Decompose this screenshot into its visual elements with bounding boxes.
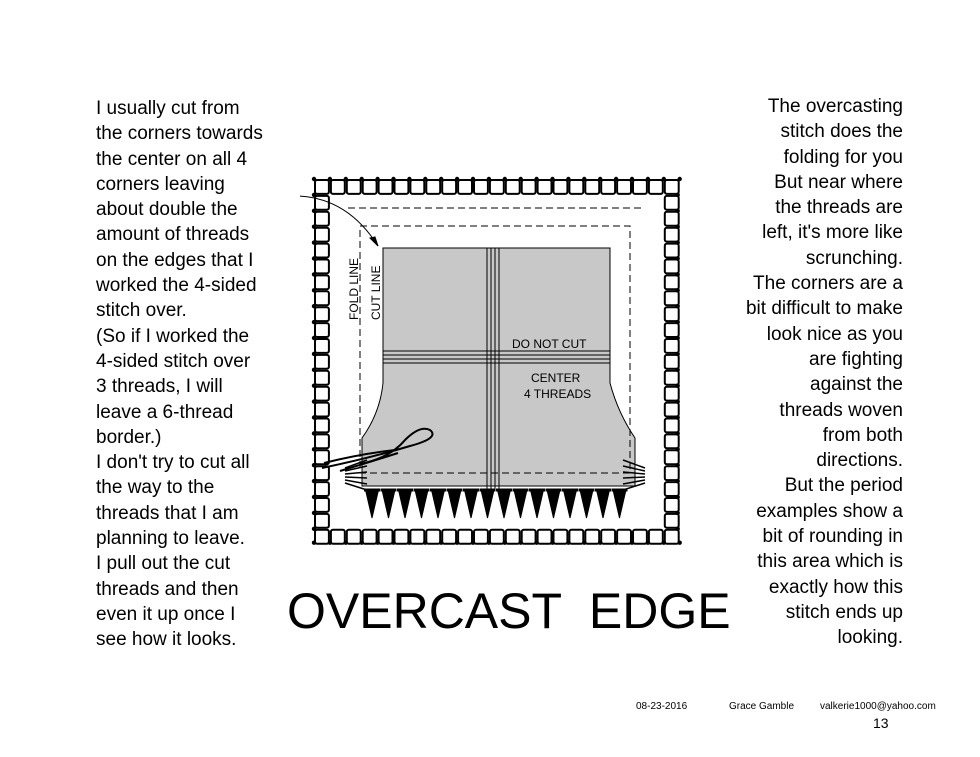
right-text-line: looking. bbox=[837, 627, 903, 649]
border-knot bbox=[519, 177, 523, 181]
border-knot bbox=[312, 209, 316, 213]
border-knot bbox=[646, 177, 650, 181]
right-text-line: scrunching. bbox=[805, 247, 903, 269]
border-cell bbox=[442, 530, 456, 544]
border-cell bbox=[538, 180, 552, 194]
border-cell bbox=[315, 434, 329, 448]
border-cell bbox=[315, 228, 329, 242]
border-knot bbox=[646, 541, 650, 545]
right-text-line: folding for you bbox=[783, 146, 903, 168]
right-text-line: But near where bbox=[774, 171, 903, 193]
border-cell bbox=[633, 530, 647, 544]
border-cell bbox=[665, 291, 679, 305]
border-cell bbox=[665, 387, 679, 401]
border-knot bbox=[630, 541, 634, 545]
border-cell bbox=[379, 180, 393, 194]
border-knot bbox=[630, 177, 634, 181]
overcast-stitch bbox=[465, 492, 477, 518]
border-knot bbox=[676, 209, 680, 213]
border-knot bbox=[550, 541, 554, 545]
border-cell bbox=[522, 530, 536, 544]
border-knot bbox=[360, 541, 364, 545]
border-cell bbox=[315, 323, 329, 337]
border-knot bbox=[566, 541, 570, 545]
border-knot bbox=[312, 541, 316, 545]
border-cell bbox=[665, 244, 679, 258]
border-cell bbox=[315, 387, 329, 401]
border-cell bbox=[379, 530, 393, 544]
left-text-line: corners leaving bbox=[96, 173, 225, 195]
overcast-stitch bbox=[399, 492, 411, 518]
border-knot bbox=[312, 447, 316, 451]
border-knot bbox=[676, 415, 680, 419]
right-text-line: bit difficult to make bbox=[745, 298, 903, 320]
border-cell bbox=[490, 530, 504, 544]
border-cell bbox=[665, 498, 679, 512]
overcast-stitch bbox=[614, 492, 626, 518]
border-knot bbox=[312, 431, 316, 435]
border-cell bbox=[315, 403, 329, 417]
border-knot bbox=[328, 541, 332, 545]
left-text-line: even it up once I bbox=[96, 603, 236, 625]
border-knot bbox=[676, 193, 680, 197]
border-knot bbox=[439, 177, 443, 181]
border-cell bbox=[315, 212, 329, 226]
overcast-stitch bbox=[581, 492, 593, 518]
right-text-line: this area which is bbox=[757, 551, 903, 573]
left-text-line: stitch over. bbox=[96, 300, 187, 322]
border-cell bbox=[331, 530, 345, 544]
bottom-overcast-stitches bbox=[364, 490, 628, 518]
border-knot bbox=[582, 177, 586, 181]
overcast-stitch bbox=[432, 492, 444, 518]
right-text-line: are fighting bbox=[808, 348, 903, 370]
overcast-stitch bbox=[548, 492, 560, 518]
border-cell bbox=[617, 530, 631, 544]
border-cell bbox=[554, 530, 568, 544]
border-cell bbox=[458, 530, 472, 544]
border-knot bbox=[676, 495, 680, 499]
border-cell bbox=[315, 419, 329, 433]
border-knot bbox=[676, 352, 680, 356]
fold-line-label: FOLD LINE bbox=[347, 257, 361, 320]
border-knot bbox=[312, 272, 316, 276]
border-cell bbox=[442, 180, 456, 194]
border-cell bbox=[665, 530, 679, 544]
left-text-line: the way to the bbox=[96, 477, 215, 499]
overcast-stitch bbox=[383, 492, 395, 518]
border-cell bbox=[315, 180, 329, 194]
border-knot bbox=[375, 541, 379, 545]
footer-email: valkerie1000@yahoo.com bbox=[820, 701, 936, 712]
border-cell bbox=[665, 514, 679, 528]
border-knot bbox=[344, 177, 348, 181]
border-knot bbox=[598, 177, 602, 181]
border-knot bbox=[312, 511, 316, 515]
border-cell bbox=[363, 530, 377, 544]
border-cell bbox=[665, 260, 679, 274]
border-cell bbox=[315, 339, 329, 353]
footer-date: 08-23-2016 bbox=[636, 701, 688, 712]
border-knot bbox=[455, 177, 459, 181]
border-knot bbox=[678, 541, 682, 545]
border-knot bbox=[598, 541, 602, 545]
right-text-line: The corners are a bbox=[753, 273, 903, 295]
border-knot bbox=[312, 225, 316, 229]
border-cell bbox=[665, 196, 679, 210]
border-cell bbox=[665, 466, 679, 480]
border-knot bbox=[312, 193, 316, 197]
cut-line-label: CUT LINE bbox=[369, 265, 383, 320]
border-cell bbox=[585, 530, 599, 544]
border-knot bbox=[360, 177, 364, 181]
left-text-line: threads and then bbox=[96, 578, 239, 600]
border-cell bbox=[315, 355, 329, 369]
border-knot bbox=[676, 463, 680, 467]
border-cell bbox=[569, 180, 583, 194]
left-text-line: border.) bbox=[96, 426, 162, 448]
border-knot bbox=[503, 541, 507, 545]
border-knot bbox=[312, 479, 316, 483]
overcast-edge-diagram bbox=[300, 168, 700, 553]
left-text-line: the corners towards bbox=[96, 123, 263, 145]
border-cell bbox=[395, 530, 409, 544]
border-knot bbox=[662, 541, 666, 545]
border-knot bbox=[678, 177, 682, 181]
border-knot bbox=[312, 288, 316, 292]
border-knot bbox=[676, 527, 680, 531]
border-cell bbox=[426, 180, 440, 194]
border-cell bbox=[585, 180, 599, 194]
border-cell bbox=[633, 180, 647, 194]
right-text-line: But the period bbox=[784, 475, 903, 497]
border-cell bbox=[665, 355, 679, 369]
right-text-line: stitch does the bbox=[780, 121, 903, 143]
left-instructions bbox=[96, 96, 263, 653]
border-knot bbox=[344, 541, 348, 545]
right-text-line: bit of rounding in bbox=[762, 526, 903, 548]
left-text-line: leave a 6-thread bbox=[96, 401, 234, 423]
border-cell bbox=[315, 530, 329, 544]
border-knot bbox=[503, 177, 507, 181]
border-cell bbox=[506, 180, 520, 194]
border-knot bbox=[471, 177, 475, 181]
border-knot bbox=[676, 240, 680, 244]
border-knot bbox=[676, 479, 680, 483]
left-text-line: see how it looks. bbox=[96, 629, 237, 651]
border-cell bbox=[538, 530, 552, 544]
left-text-line: threads that I am bbox=[96, 502, 239, 524]
left-text-line: about double the bbox=[96, 199, 238, 221]
border-knot bbox=[676, 225, 680, 229]
border-knot bbox=[676, 399, 680, 403]
left-text-line: amount of threads bbox=[96, 224, 250, 246]
border-knot bbox=[423, 541, 427, 545]
overcast-stitch bbox=[564, 492, 576, 518]
right-text-line: against the bbox=[810, 374, 903, 396]
border-knot bbox=[312, 336, 316, 340]
border-knot bbox=[614, 541, 618, 545]
border-knot bbox=[391, 177, 395, 181]
right-text-line: the threads are bbox=[775, 197, 903, 219]
border-cell bbox=[665, 228, 679, 242]
border-cell bbox=[474, 180, 488, 194]
border-cell bbox=[315, 275, 329, 289]
border-knot bbox=[312, 177, 316, 181]
border-knot bbox=[582, 541, 586, 545]
border-knot bbox=[407, 177, 411, 181]
page-number: 13 bbox=[873, 715, 889, 731]
border-cell bbox=[347, 530, 361, 544]
border-cell bbox=[410, 530, 424, 544]
border-knot bbox=[407, 541, 411, 545]
border-knot bbox=[312, 304, 316, 308]
border-cell bbox=[554, 180, 568, 194]
right-text-line: examples show a bbox=[756, 500, 903, 522]
border-knot bbox=[534, 541, 538, 545]
border-cell bbox=[569, 530, 583, 544]
border-knot bbox=[471, 541, 475, 545]
border-cell bbox=[315, 260, 329, 274]
left-text-line: (So if I worked the bbox=[96, 325, 250, 347]
side-stitch bbox=[623, 477, 645, 478]
border-knot bbox=[676, 511, 680, 515]
overcast-stitch bbox=[597, 492, 609, 518]
border-cell bbox=[315, 482, 329, 496]
border-knot bbox=[676, 447, 680, 451]
overcast-stitch bbox=[449, 492, 461, 518]
border-cell bbox=[665, 180, 679, 194]
overcast-stitch bbox=[416, 492, 428, 518]
left-text-line: worked the 4-sided bbox=[96, 275, 257, 297]
border-cell bbox=[665, 307, 679, 321]
border-knot bbox=[312, 384, 316, 388]
border-knot bbox=[312, 256, 316, 260]
border-cell bbox=[315, 291, 329, 305]
do-not-cut-label: DO NOT CUT bbox=[512, 337, 587, 351]
border-cell bbox=[665, 434, 679, 448]
overcast-stitch bbox=[531, 492, 543, 518]
left-text-line: I usually cut from bbox=[96, 98, 240, 119]
border-knot bbox=[312, 527, 316, 531]
right-text-line: exactly how this bbox=[768, 576, 903, 598]
border-knot bbox=[676, 256, 680, 260]
border-cell bbox=[347, 180, 361, 194]
border-cell bbox=[649, 180, 663, 194]
left-text-line: 3 threads, I will bbox=[96, 376, 223, 398]
border-knot bbox=[487, 541, 491, 545]
border-cell bbox=[665, 339, 679, 353]
border-cell bbox=[474, 530, 488, 544]
border-cell bbox=[458, 180, 472, 194]
page-title: OVERCAST EDGE bbox=[287, 583, 731, 639]
border-knot bbox=[676, 368, 680, 372]
border-knot bbox=[676, 384, 680, 388]
border-knot bbox=[439, 541, 443, 545]
right-text-line: left, it's more like bbox=[762, 222, 903, 244]
right-text-line: directions. bbox=[816, 450, 903, 472]
border-cell bbox=[315, 514, 329, 528]
border-knot bbox=[312, 352, 316, 356]
border-knot bbox=[566, 177, 570, 181]
border-knot bbox=[312, 415, 316, 419]
border-knot bbox=[312, 399, 316, 403]
border-cell bbox=[665, 419, 679, 433]
border-knot bbox=[676, 288, 680, 292]
border-cell bbox=[395, 180, 409, 194]
border-cell bbox=[506, 530, 520, 544]
border-cell bbox=[410, 180, 424, 194]
border-cell bbox=[665, 323, 679, 337]
border-cell bbox=[490, 180, 504, 194]
border-knot bbox=[455, 541, 459, 545]
border-cell bbox=[315, 244, 329, 258]
border-cell bbox=[649, 530, 663, 544]
border-cell bbox=[315, 371, 329, 385]
right-text-line: The overcasting bbox=[767, 96, 903, 117]
border-knot bbox=[312, 463, 316, 467]
border-cell bbox=[665, 482, 679, 496]
border-knot bbox=[676, 431, 680, 435]
right-instructions bbox=[746, 94, 903, 651]
left-text-line: 4-sided stitch over bbox=[96, 350, 251, 372]
border-knot bbox=[423, 177, 427, 181]
footer-author: Grace Gamble bbox=[729, 701, 795, 712]
border-knot bbox=[676, 304, 680, 308]
border-cell bbox=[665, 212, 679, 226]
border-knot bbox=[391, 541, 395, 545]
leader-arrow bbox=[300, 196, 378, 246]
border-cell bbox=[617, 180, 631, 194]
overcast-stitch bbox=[515, 492, 527, 518]
overcast-stitch bbox=[498, 492, 510, 518]
border-cell bbox=[331, 180, 345, 194]
border-cell bbox=[665, 450, 679, 464]
arrow-head bbox=[370, 237, 378, 246]
right-text-line: threads woven bbox=[779, 399, 903, 421]
border-knot bbox=[328, 177, 332, 181]
side-stitch bbox=[345, 477, 367, 478]
border-knot bbox=[662, 177, 666, 181]
left-text-line: on the edges that I bbox=[96, 249, 254, 271]
border-knot bbox=[375, 177, 379, 181]
border-cell bbox=[522, 180, 536, 194]
border-cell bbox=[665, 275, 679, 289]
left-text-line: planning to leave. bbox=[96, 528, 245, 550]
border-knot bbox=[312, 368, 316, 372]
border-knot bbox=[676, 272, 680, 276]
border-cell bbox=[315, 196, 329, 210]
border-knot bbox=[550, 177, 554, 181]
border-knot bbox=[312, 495, 316, 499]
left-text-line: I don't try to cut all bbox=[96, 452, 250, 474]
overcast-stitch bbox=[366, 492, 378, 518]
right-text-line: stitch ends up bbox=[785, 601, 903, 623]
border-knot bbox=[312, 240, 316, 244]
border-cell bbox=[665, 403, 679, 417]
border-cell bbox=[315, 498, 329, 512]
border-knot bbox=[487, 177, 491, 181]
border-knot bbox=[676, 336, 680, 340]
right-text-line: look nice as you bbox=[766, 323, 903, 345]
border-knot bbox=[519, 541, 523, 545]
border-cell bbox=[315, 466, 329, 480]
border-cell bbox=[315, 307, 329, 321]
center-label-line2: 4 THREADS bbox=[524, 387, 592, 401]
border-cell bbox=[363, 180, 377, 194]
left-text-line: the center on all 4 bbox=[96, 148, 248, 170]
center-label-line1: CENTER bbox=[531, 371, 581, 385]
overcast-stitch bbox=[482, 492, 494, 518]
border-cell bbox=[665, 371, 679, 385]
border-knot bbox=[312, 320, 316, 324]
right-text-line: from both bbox=[822, 424, 903, 446]
border-knot bbox=[534, 177, 538, 181]
left-text-line: I pull out the cut bbox=[96, 553, 231, 575]
border-knot bbox=[614, 177, 618, 181]
border-knot bbox=[676, 320, 680, 324]
border-cell bbox=[601, 530, 615, 544]
border-cell bbox=[426, 530, 440, 544]
border-cell bbox=[601, 180, 615, 194]
